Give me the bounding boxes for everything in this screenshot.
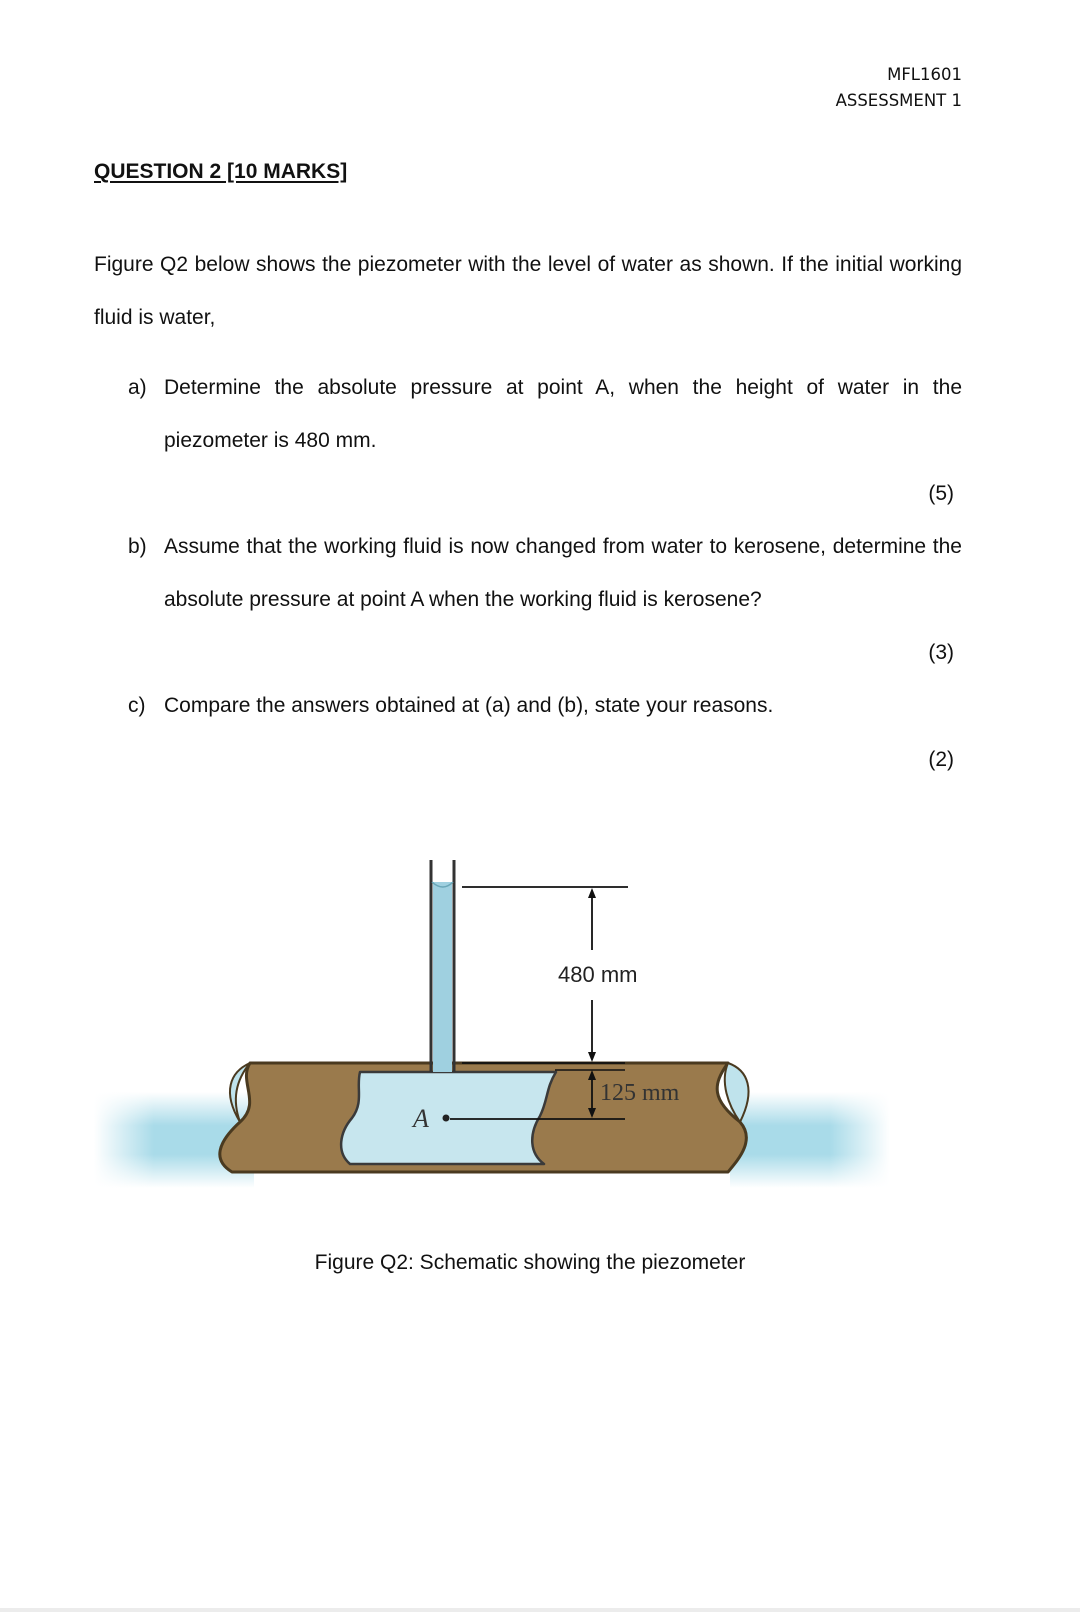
question-part-a [128, 361, 962, 467]
part-a-text: Determine the absolute pressure at point A, when the height of water in the piezometer is 480 mm. [164, 376, 962, 452]
part-b-marks: (3) [928, 641, 954, 664]
figure-caption: Figure Q2: Schematic showing the piezometer [314, 1251, 746, 1274]
height-480-label: 480 mm [558, 962, 638, 987]
assessment-label: ASSESSMENT 1 [835, 91, 962, 110]
part-c-label: c) [128, 694, 146, 717]
document-header [836, 62, 962, 114]
question-intro: Figure Q2 below shows the piezometer with the level of water as shown. If the initial working fluid is water, [94, 253, 962, 329]
part-c-text: Compare the answers obtained at (a) and (b), state your reasons. [164, 694, 774, 717]
part-a-marks: (5) [928, 482, 954, 505]
piezometer-tube-water [433, 882, 452, 1072]
piezometer-figure [0, 860, 1080, 1220]
question-part-b [128, 520, 962, 626]
page-bottom-edge [0, 1608, 1080, 1612]
part-c-marks: (2) [928, 748, 954, 771]
point-a-marker [443, 1115, 450, 1122]
height-125-label: 125 mm [600, 1080, 680, 1106]
point-a-label: A [413, 1104, 429, 1133]
question-part-c [128, 679, 962, 732]
part-a-label: a) [128, 376, 147, 399]
part-b-label: b) [128, 535, 147, 558]
question-title: QUESTION 2 [10 MARKS] [94, 160, 348, 183]
part-b-text: Assume that the working fluid is now changed from water to kerosene, determine the absolute pressure at point A when the working fluid is kerosene? [164, 535, 962, 611]
course-code: MFL1601 [887, 65, 962, 84]
